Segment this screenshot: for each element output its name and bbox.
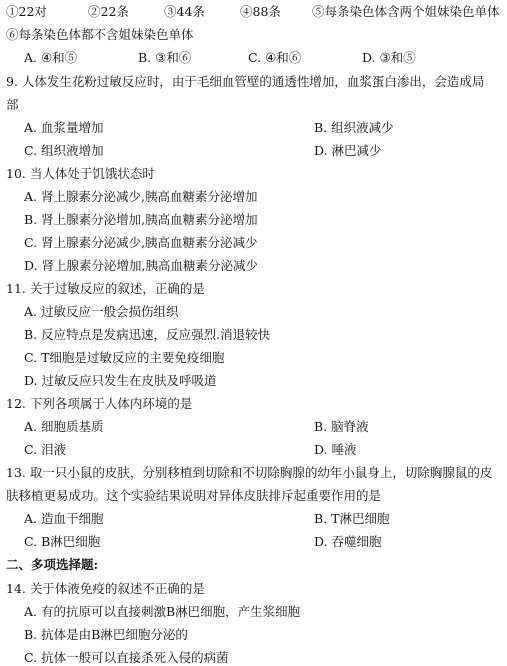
- q10-option-d: D. 肾上腺素分泌增加,胰高血糖素分泌减少: [24, 258, 258, 273]
- q9-option-b: B. 组织液减少: [314, 120, 394, 135]
- q10-option-b: B. 肾上腺素分泌增加,胰高血糖素分泌增加: [24, 212, 258, 227]
- q13-option-b: B. T淋巴细胞: [314, 511, 390, 526]
- q12-option-a: A. 细胞质基质: [24, 419, 104, 434]
- q14-option-b: B. 抗体是由B淋巴细胞分泌的: [24, 627, 188, 642]
- q8-item-1: ①22对: [6, 4, 47, 19]
- q8-option-c: C. ④和⑥: [248, 50, 302, 65]
- q8-option-d: D. ③和⑤: [362, 50, 416, 65]
- q12-option-d: D. 唾液: [314, 442, 357, 457]
- q9-stem-line2: 部: [6, 97, 19, 112]
- q8-item-4: ④88条: [240, 4, 281, 19]
- q13-option-c: C. B淋巴细胞: [24, 534, 101, 549]
- q10-option-a: A. 肾上腺素分泌减少,胰高血糖素分泌增加: [24, 189, 258, 204]
- q13-stem-line2: 肤移植更易成功。这个实验结果说明对异体皮肤排斥起重要作用的是: [6, 488, 382, 503]
- q8-item-5: ⑤每条染色体含两个姐妹染色单体: [312, 4, 500, 19]
- q13-option-d: D. 吞噬细胞: [314, 534, 382, 549]
- q12-stem: 12. 下列各项属于人体内环境的是: [6, 396, 193, 411]
- q8-option-b: B. ③和⑥: [138, 50, 192, 65]
- q11-option-c: C. T细胞是过敏反应的主要免疫细胞: [24, 350, 225, 365]
- q12-option-b: B. 脑脊液: [314, 419, 369, 434]
- q11-stem: 11. 关于过敏反应的叙述，正确的是: [6, 281, 205, 296]
- q8-item-6: ⑥每条染色体都不含姐妹染色单体: [6, 27, 194, 42]
- q14-option-c: C. 抗体一般可以直接杀死入侵的病菌: [24, 650, 229, 665]
- q8-item-2: ②22条: [88, 4, 129, 19]
- q9-stem-line1: 9. 人体发生花粉过敏反应时，由于毛细血管壁的通透性增加，血浆蛋白渗出，会造成局: [6, 74, 485, 89]
- q13-stem-line1: 13. 取一只小鼠的皮肤，分别移植到切除和不切除胸腺的幼年小鼠身上，切除胸腺鼠的皮: [6, 465, 493, 480]
- q10-option-c: C. 肾上腺素分泌减少,胰高血糖素分泌减少: [24, 235, 258, 250]
- q14-stem: 14. 关于体液免疫的叙述不正确的是: [6, 581, 205, 596]
- q11-option-a: A. 过敏反应一般会损伤组织: [24, 304, 179, 319]
- q12-option-c: C. 泪液: [24, 442, 67, 457]
- q11-option-b: B. 反应特点是发病迅速，反应强烈.消退较快: [24, 327, 271, 342]
- q13-option-a: A. 造血干细胞: [24, 511, 104, 526]
- q14-option-a: A. 有的抗原可以直接刺激B淋巴细胞，产生浆细胞: [24, 604, 301, 619]
- q11-option-d: D. 过敏反应只发生在皮肤及呼吸道: [24, 373, 217, 388]
- q8-item-3: ③44条: [164, 4, 205, 19]
- q9-option-a: A. 血浆量增加: [24, 120, 104, 135]
- q9-option-c: C. 组织液增加: [24, 143, 104, 158]
- q8-option-a: A. ④和⑤: [24, 50, 78, 65]
- section-title: 二、多项选择题:: [6, 557, 99, 572]
- q10-stem: 10. 当人体处于饥饿状态时: [6, 166, 155, 181]
- q9-option-d: D. 淋巴减少: [314, 143, 382, 158]
